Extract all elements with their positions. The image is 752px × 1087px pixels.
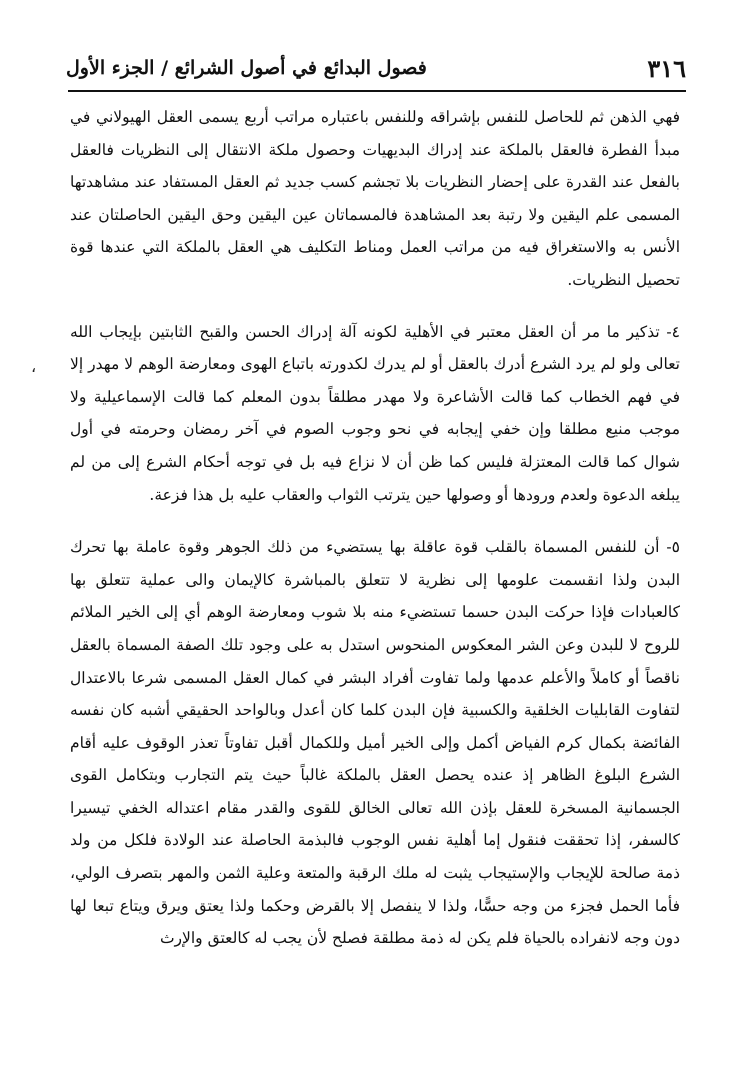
page-header [66,50,686,86]
running-title: فصول البدائع في أصول الشرائع / الجزء الأول [66,57,427,79]
page-number: ٣١٦ [647,53,686,83]
margin-mark: ، [31,357,37,376]
paragraph-1: فهي الذهن ثم للحاصل للنفس بإشراقه وللنفس باعتباره مراتب أربع يسمى العقل الهيولاني في مبدأ الفطرة فالعقل بالملكة عند إدراك البديهيات وحصول ملكة الانتقال إلى النظريات فالعقل بالفعل عند القدرة على إحضار النظريات بلا تجشم كسب جديد ثم العقل المستفاد عند مشاهدتها المسمى علم اليقين ولا رتبة بعد المشاهدة فالمسماتان عين اليقين وحق اليقين الحاصلتان عند الأنس به والاستغراق فيه من مراتب العمل ومناط التكليف هي العقل بالملكة التي عندها قوة تحصيل النظريات. [70,108,680,289]
header-rule [68,90,686,92]
paragraph-2: ٤- تذكير ما مر أن العقل معتبر في الأهلية لكونه آلة إدراك الحسن والقبح الثابتين بإيجاب الله تعالى ولو لم يرد الشرع أدرك بالعقل أو لم يدرك لكدورته باتباع الهوى ومعارضة الوهم لا مهدر إلا في فهم الخطاب كما قالت الأشاعرة ولا مهدر مطلقاً بدون المعلم كما قالت الإسماعيلية ولا موجب منيع مطلقا وإن خفي إيجابه في نحو وجوب الصوم في آخر رمضان وحرمته في أول شوال كما قالت المعتزلة فليس كما ظن أن لا نزاع فيه بل في توجه أحكام الشرع إلى من لم يبلغه الدعوة ولعدم ورودها أو وصولها حين يترتب الثواب والعقاب عليه بل هذا فزعة. [70,322,680,504]
body-text [70,101,680,955]
paragraph-3: ٥- أن للنفس المسماة بالقلب قوة عاقلة بها يستضيء من ذلك الجوهر وقوة عاملة بها تحرك البدن ولذا انقسمت علومها إلى نظرية لا تتعلق بالمباشرة كالإيمان والى عملية تتعلق بها كالعبادات فإذا حركت البدن حسما تستضيء منه بلا شوب ومعارضة الوهم أي إلى الخير الملائم للروح لا للبدن وعن الشر المعكوس المنحوس استدل به على وجود تلك الصفة المسماة بالعقل ناقصاً أو كاملاً والأعلم عدمها ولما تفاوت أفراد البشر في كمال العقل المسمى شرعا بالاعتدال لتفاوت القابليات الخلقية والكسبية فإن البدن كلما كان أعدل وبالواحد الحقيقي أشبه كان نفسه الفائضة بكمال كرم الفياض أكمل وإلى الخير أميل وللكمال أقبل تفاوتاً تعذر الوقوف عليه أقام الشرع البلوغ الظاهر إذ عنده يحصل العقل بالملكة غالباً حيث يتم التجارب وبتكامل القوى الجسمانية المسخرة للعقل بإذن الله تعالى الخالق للقوى والقدر مقام اعتداله الخفي تيسيرا كالسفر، إذا تحققت فنقول إما أهلية نفس الوجوب فالبذمة الحاصلة عند الولادة فلكل من ولد ذمة صالحة للإيجاب والإستيجاب يثبت له ملك الرقبة والمتعة وعلية الثمن والمهر بتصرف الولي، فأما الحمل فجزء من وجه حسًّا، ولذا لا ينفصل إلا بالقرض وحكما ولذا يعتق ويرق ويتاع تبعا لها دون وجه لانفراده بالحياة فلم يكن له ذمة مطلقة فصلح لأن يجب له كالعتق والإرث [70,538,680,948]
